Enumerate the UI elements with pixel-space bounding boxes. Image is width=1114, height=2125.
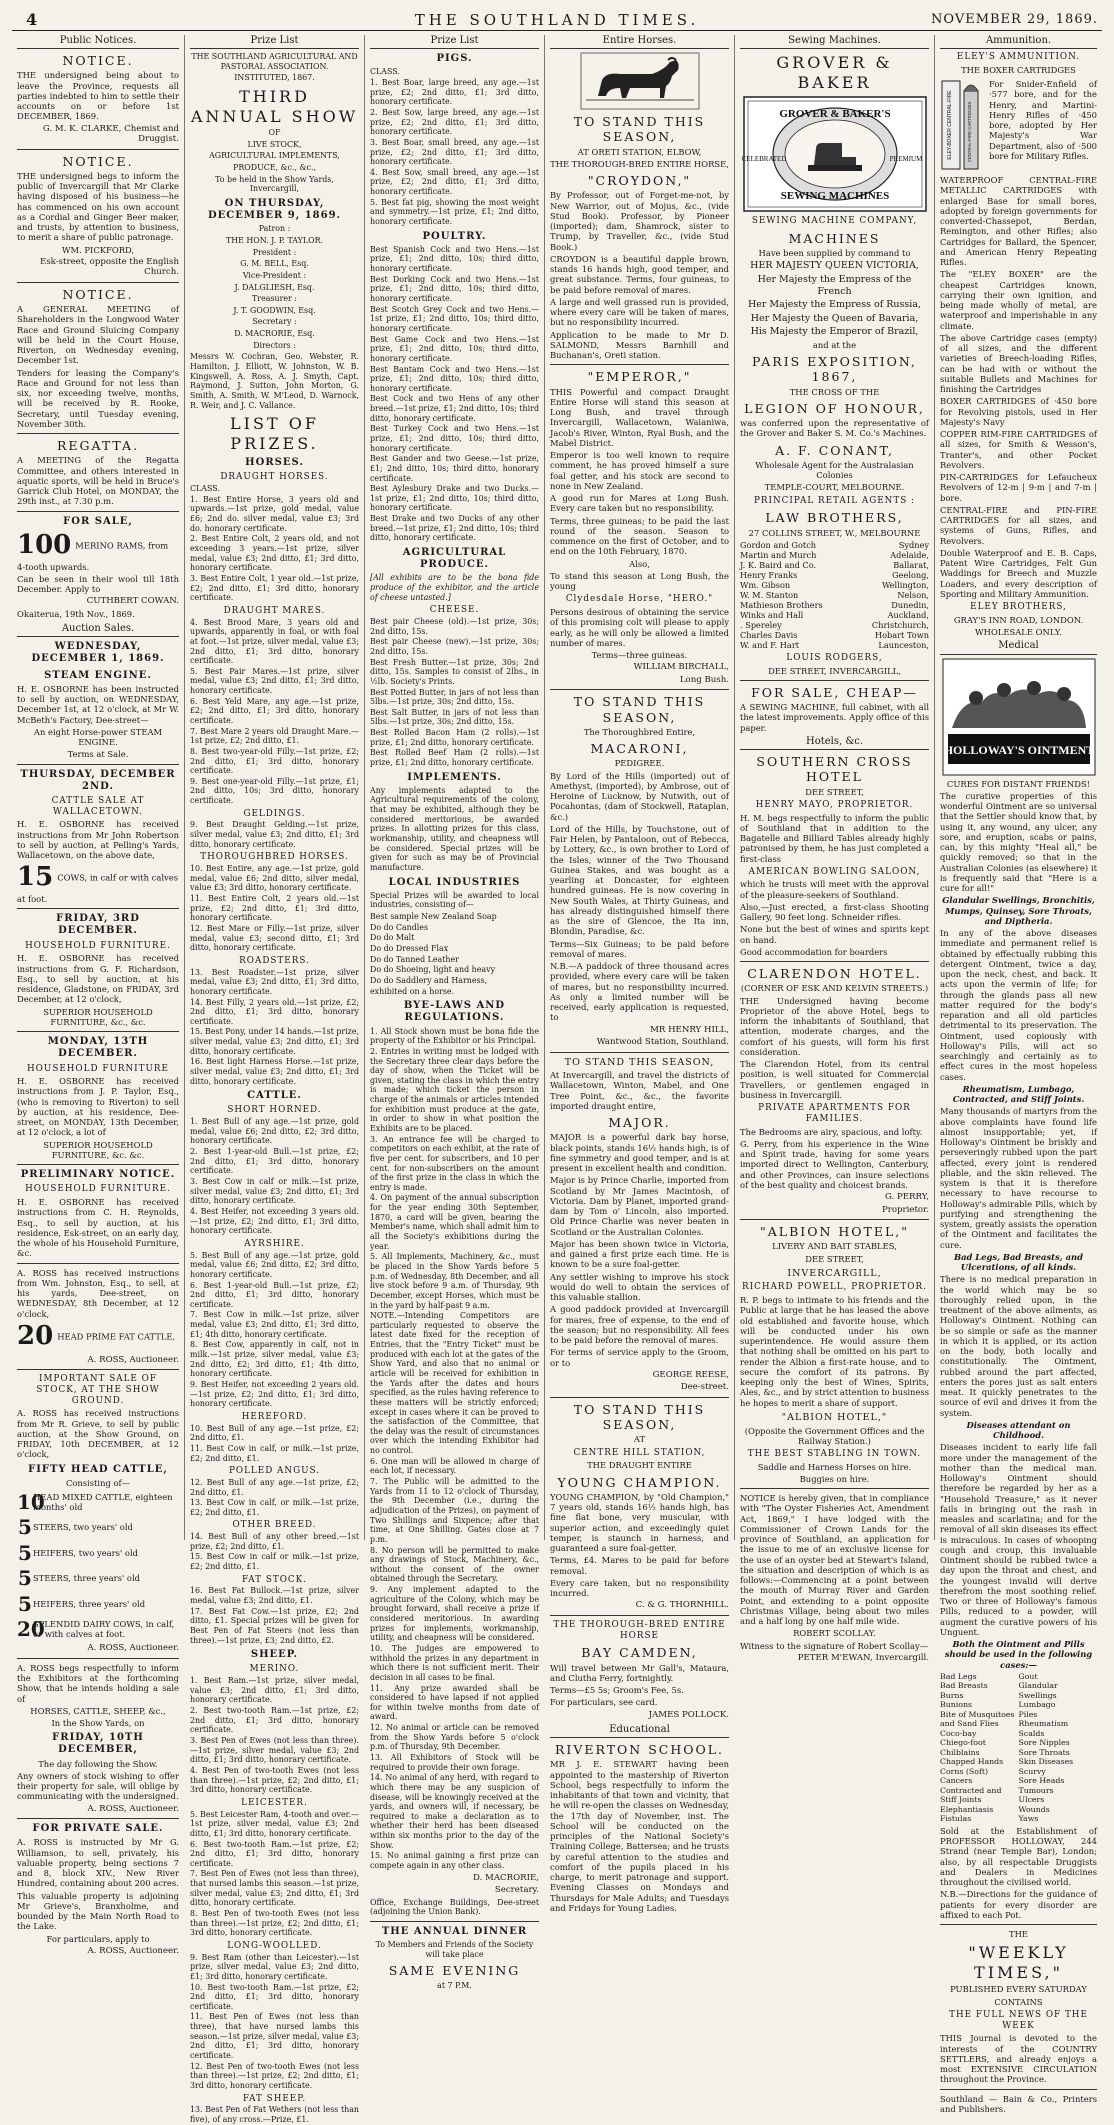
notice-heading: NOTICE.: [62, 153, 134, 169]
agent-place: Ballarat,: [893, 559, 929, 570]
list-item: 13. Best Roadster.—1st prize, silver medal, value £3; 2nd ditto, £1; 3rd ditto, honorary certificate.: [190, 967, 359, 996]
list-item: Best Scotch Grey Cock and two Hens.—1st prize, £1; 2nd ditto, 10s; third ditto, honorary certificate.: [370, 304, 539, 333]
list-item: 2. Entries in writing must be lodged with the Secretary three clear days before the day of show, when the Ticket will be given, stating the class in which the entry is made; which ticket the person in charge of the animals or articles intended for exhibition must produce at the gate, in order to show in what position the Exhibits are to be placed.: [370, 1046, 539, 1133]
badge-bottom-text: SEWING MACHINES: [780, 190, 889, 203]
ailment-item: Contracted and Stiff Joints: [940, 1785, 1002, 1805]
list-item: Do do Tanned Leather: [370, 954, 459, 964]
notice-text: Tenders for leasing the Company's Race and Ground for not less than six, nor exceeding twelve, months, will be received by R. Rooke, Secretary, until Tuesday evening, November 30th.: [17, 367, 179, 429]
list-item: Best Rolled Beef Ham (2 rolls).—1st prize, £1; 2nd ditto, honorary certificate.: [370, 748, 539, 768]
agent-row: [740, 640, 929, 650]
section-heading: Prize List: [190, 35, 359, 49]
agent-row: [740, 580, 929, 590]
list-item: 12. Best Mare or Filly.—1st prize, silver medal, value £3; second ditto, £1; 3rd ditto, honorary certificate.: [190, 923, 359, 953]
ailment-item: Cancers: [940, 1776, 973, 1786]
stock-description: HEAD MIXED CATTLE, eighteen months' old: [33, 1491, 173, 1513]
notice-text: A GENERAL MEETING of Shareholders in the Longwood Water Race and Ground Sluicing Company will be held in the Court House, Riverton, on Wednesday evening, December 1st.: [17, 304, 179, 366]
agent-row: [740, 550, 929, 560]
list-item: 16. Best light Harness Horse.—1st prize, silver medal, value £3; 2nd ditto, £1; 3rd ditto, honorary certificate.: [190, 1057, 359, 1086]
section-heading: Prize List: [370, 35, 539, 49]
stock-description: STEERS, three years' old: [33, 1573, 140, 1584]
list-item: Best Potted Butter, in jars of not less than 5lbs.—1st prize, 30s; 2nd ditto, 15s.: [370, 687, 539, 707]
stock-line: [17, 1592, 179, 1616]
list-item: 15. Best Cow in calf or milk.—1st prize, £2; 2nd ditto, £1.: [190, 1552, 359, 1572]
list-item: 14. No animal of any herd, with regard to which there may be any suspicion of disease, will be knowingly received at the yards, and owners will, if necessary, be required to make a declaration as to whether their herd has been diseased within six months prior to the day of the Show.: [370, 1773, 539, 1850]
list-item: Best pair Cheese (old).—1st prize, 30s; 2nd ditto, 15s.: [370, 617, 539, 636]
ailment-item: Scalds: [1018, 1728, 1045, 1738]
list-item: Best Cock and two Hens of any other breed.—1st prize, £1; 2nd ditto, 10s; third ditto, honorary certificate.: [370, 394, 539, 423]
section-heading: Hotels, &c.: [740, 736, 929, 750]
list-item: 1. Best Ram.—1st prize, silver medal, value £3; 2nd ditto, £1; 3rd ditto, honorary certificate.: [190, 1676, 359, 1705]
ailment-item: Sore Heads: [1018, 1776, 1065, 1786]
section-heading: Entire Horses.: [550, 35, 729, 49]
officer-line: President :: [252, 247, 297, 257]
quantity-number: 100: [17, 529, 72, 560]
agent-row: [740, 610, 929, 620]
badge-left-text: CELEBRATED: [741, 155, 786, 164]
list-item: Best Rolled Bacon Ham (2 rolls).—1st prize, £1; 2nd ditto, honorary certificate.: [370, 728, 539, 747]
list-item: Best Fresh Butter.—1st prize, 30s; 2nd ditto, 15s. Samples to consist of 2lbs., in ½lb. Society's Prints.: [370, 657, 539, 686]
agent-name: Charles Davis: [740, 629, 798, 640]
ailment-item: Rheumatism: [1018, 1719, 1069, 1729]
agent-name: Henry Franks: [740, 569, 798, 580]
list-item: 5. Best Bull of any age.—1st prize, gold medal, value £6; 2nd ditto, £2; 3rd ditto, honorary certificate.: [190, 1250, 359, 1279]
officer-line: D. MACRORIE, Esq.: [234, 329, 315, 339]
agent-name: Gordon and Gotch: [740, 539, 817, 550]
royal-patron: Her Majesty the Empress of Russia,: [747, 299, 922, 311]
list-item: 11. Any prize awarded shall be considered to have lapsed if not applied for within twelve months from date of award.: [370, 1683, 539, 1722]
officer-line: J. DALGLIESH, Esq.: [234, 282, 315, 292]
agent-row: [740, 590, 929, 600]
masthead: [12, 10, 1102, 31]
list-item: 13. Best Pen of Fat Wethers (not less than five), of any cross.—Prize, £1.: [190, 2105, 359, 2124]
list-item: 13. Best Cow in calf, or milk.—1st prize, £2; 2nd ditto, £1.: [190, 1498, 359, 1517]
column-prize-list-2: Prize List PIGS. CLASS. 1. Best Boar, large breed, any age.—1st prize, £2; 2nd ditto, £1; 3rd ditto, honorary certificate. 2. Best Sow, large breed, any age.—1st prize, £2; 2nd ditto, £1; 3rd ditto, honorary certificate. 3. Best Boar, small breed, any age.—1st prize, £2; 2nd ditto, £1; 3rd ditto, honorary certificate. 4. Best Sow, small breed, any age.—1st prize, £2; 2nd ditto, £1; 3rd ditto, honorary certificate. 5. Best fat pig, showing the most weight and symmetry.—1st prize, £1; 2nd ditto, honorary certificate. POULTRY. Best Spanish Cock and two Hens.—1st prize, £1; 2nd ditto, 10s; third ditto, honorary certificate. Best Dorking Cock and two Hens.—1st prize, £1; 2nd ditto, 10s; third ditto, honorary certificate. Best Scotch Grey Cock and two Hens.—1st prize, £1; 2nd ditto, 10s; third ditto, honorary certificate. Best Game Cock and two Hens.—1st prize, £1; 2nd ditto, 10s; third ditto, honorary certificate. Best Bantam Cock and two Hens.—1st prize, £1; 2nd ditto, 10s; third ditto, honorary certificate. Best Cock and two Hens of any other breed.—1st prize, £1; 2nd ditto, 10s; third ditto, honorary certificate. Best Turkey Cock and two Hens.—1st prize, £1; 2nd ditto, 10s; third ditto, honorary certificate. Best Gander and two Geese.—1st prize, £1; 2nd ditto, 10s; third ditto, honorary certificate. Best Aylesbury Drake and two Ducks.—1st prize, £1; 2nd ditto, 10s; third ditto, honorary certificate. Best Drake and two Ducks of any other breed.—1st prize, £1; 2nd ditto, 10s; third ditto, honorary certificate. AGRICULTURAL PRODUCE. [All exhibits are to be the bona fide produce of the exhibitor, and the article of cheese untasted.] CHEESE. Best pair Cheese (old).—1st prize, 30s; 2nd ditto, 15s. Best pair Cheese (new).—1st prize, 30s; 2nd ditto, 15s. Best Fresh Butter.—1st prize, 30s; 2nd ditto, 15s. Samples to consist of 2lbs., in ½lb. Society's Prints. Best Potted Butter, in jars of not less than 5lbs.—1st prize, 30s; 2nd ditto, 15s. Best Salt Butter, in jars of not less than 5lbs.—1st prize, 30s; 2nd ditto, 15s. Best Rolled Bacon Ham (2 rolls).—1st prize, £1; 2nd ditto, honorary certificate. Best Rolled Beef Ham (2 rolls).—1st prize, £1; 2nd ditto, honorary certificate. IMPLEMENTS. Any implements adapted to the Agricultural requirements of the colony, that may be exhibited, although they be considered meritorious, be awarded prizes. In allotting prizes for this class, workmanship, utility, and cheapness will be considered. Special prizes will be given for such as may be of Provincial manufacture. LOCAL INDUSTRIES Special Prizes will be awarded to local industries, consisting of— Best sample New Zealand Soap Do do Candles Do do Malt Do do Dressed Flax Do do Tanned Leather Do do Shoeing, light and heavy Do do Saddlery and Harness, exhibited on a horse. BYE-LAWS AND REGULATIONS. 1. All Stock shown must be bona fide the property of the Exhibitor or his Principal. 2. Entries in writing must be lodged with the Secretary three clear days before the day of show, when the Ticket will be given, stating the class in which the entry is made; which ticket the person in charge of the animals or articles intended for exhibition must produce at the gate, in order to show in what position the Exhibits are to be placed. 3. An entrance fee will be charged to competitors on each exhibit, at the rate of five per cent. for subscribers, and 10 per cent. for non-subscribers on the amount of the first prize in the class in which the entry is made. 4. On payment of the annual subscription for the year ending 30th September, 1870, a card will be given, bearing the Member's name, which shall admit him to all the Society's exhibitions during the year. 5. All Implements, Machinery, &c., must be placed in the Show Yards before 5 p.m. of Wednesday, 8th December, and all live stock before 9 a.m. of Thursday, 9th December, except Horses, which must be in the yard by half-past 9 a.m. NOTE.—Intending Competitors are particularly requested to observe the latest date fixed for the reception of Entries, that the "Entry Ticket" must be produced with each lot at the gates of the Show Yard, and also that no animal or article will be received for exhibition in the Yards after the dates and hours specified, as the rules having reference to these matters will be strictly enforced; except in cases where it can be proved to the satisfaction of the Committee, that the delay was the result of circumstances over which the intending Exhibitor had no control. 6. One man will be allowed in charge of each lot, if necessary. 7. The Public will be admitted to the Yards from 11 to 12 o'clock of Thursday, the 9th December (i.e., during the adjudication of the Prizes), on payment of Two Shillings and Sixpence; after that time, at One Shilling. Gates close at 7 p.m. 8. No person will be permitted to make any drawings of Stock, Machinery, &c., without the consent of the owner obtained through the Secretary. 9. Any implement adapted to the agriculture of the Colony, which may be brought forward, shall receive a prize if considered meritorious. In awarding prizes for implements, workmanship, utility, and cheapness will be considered. 10. The Judges are empowered to withhold the prizes in any department in which there is not sufficient merit. Their decision in all cases to be final. 11. Any prize awarded shall be considered to have lapsed if not applied for within twelve months from date of award. 12. No animal or article can be removed from the Show Yards before 5 o'clock p.m. of Thursday, 9th December. 13. All Exhibitors of Stock will be required to provide their own forage. 14. No animal of any herd, with regard to which there may be any suspicion of disease, will be knowingly received at the yards, and owners will, if necessary, be required to make a declaration as to whether their herd has been diseased within six months prior to the day of the Show. 15. No animal gaining a first prize can compete again in any other class. D. MACRORIE, Secretary. Office, Exchange Buildings, Dee-street (adjoining the Union Bank). THE ANNUAL DINNER To Members and Friends of the Society will take place SAME EVENING at 7 P.M.: [365, 35, 545, 1540]
ailment-item: Scurvy: [1018, 1766, 1046, 1776]
page-number: 4: [26, 10, 38, 29]
list-item: Best sample New Zealand Soap: [370, 912, 497, 922]
agent-name: Martin and Murch: [740, 549, 817, 560]
list-item: 6. Best 1-year-old Bull.—1st prize, £2; 2nd ditto, £1; 3rd ditto, honorary certificate.: [190, 1280, 359, 1309]
ointment-banner-text: HOLLOWAY'S OINTMENT: [943, 742, 1094, 757]
ailment-item: Skin Diseases: [1018, 1757, 1074, 1767]
list-item: Do do Malt: [370, 933, 415, 943]
list-item: 5. Best fat pig, showing the most weight and symmetry.—1st prize, £1; 2nd ditto, honorary certificate.: [370, 197, 539, 226]
list-item: 3. Best Entire Colt, 1 year old.—1st prize, £2; 2nd ditto, £1; 3rd ditto, honorary certificate.: [190, 573, 359, 603]
stock-count: 5: [18, 1540, 32, 1565]
ailment-item: Bad Breasts: [940, 1681, 988, 1691]
list-item: Do do Shoeing, light and heavy: [370, 965, 496, 975]
list-item: 4. Best Sow, small breed, any age.—1st prize, £2; 2nd ditto, £1; 3rd ditto, honorary certificate.: [370, 167, 539, 197]
agent-name: W. M. Stanton: [740, 589, 799, 600]
section-heading: Educational: [550, 1724, 729, 1738]
notice-text: THE undersigned begs to inform the public of Invercargill that Mr Clarke having disposed of his business—he has commenced on his own account as a Cordial and Ginger Beer maker, and trusts, by attention to business, to merit a share of public patronage.: [17, 170, 179, 243]
grover-baker-badge: [742, 95, 928, 213]
list-item: 12. Best Pen of two-tooth Ewes (not less than three).—1st prize, £2; 2nd ditto, £1; 3rd ditto, honorary certificate.: [190, 2061, 359, 2090]
notice-signature-address: Esk-street, opposite the English Church.: [39, 256, 179, 278]
list-item: 5. Best Pair Mares.—1st prize, silver medal, value £3; 2nd ditto, £1; 3rd ditto, honorary certificate.: [190, 666, 359, 696]
stock-description: STEERS, two years' old: [33, 1522, 133, 1533]
list-item: 15. Best Pony, under 14 hands.—1st prize, silver medal, value £3; 2nd ditto, £1; 3rd ditto, honorary certificate.: [190, 1027, 360, 1056]
list-item: 1. Best Bull of any age.—1st prize, gold medal, value £6; 2nd ditto, £2; 3rd ditto, honorary certificate.: [190, 1117, 359, 1146]
list-item: Best Salt Butter, in jars of not less than 5lbs.—1st prize, 30s; 2nd ditto, 15s.: [370, 707, 539, 727]
agent-name: J. K. Baird and Co.: [740, 559, 817, 570]
agent-name: Winks and Hall: [740, 609, 804, 620]
newspaper-title: THE SOUTHLAND TIMES.: [414, 11, 700, 29]
officers-list: [190, 224, 359, 350]
list-item: Best Turkey Cock and two Hens.—1st prize, £1; 2nd ditto, 10s; third ditto, honorary certificate.: [370, 424, 539, 453]
agent-place: Christchurch,: [871, 619, 929, 630]
list-item: 10. The Judges are empowered to withhold the prizes in any department in which there is not sufficient merit. Their decision in all cases to be final.: [370, 1643, 539, 1682]
list-item: 7. Best Mare 2 years old Draught Mare.—1st prize, £2; 2nd ditto, £1.: [190, 726, 359, 746]
section-heading: Sewing Machines.: [740, 35, 929, 49]
list-item: 9. Best one-year-old Filly.—1st prize, £1; 2nd ditto, 10s; 3rd ditto, honorary certificate.: [190, 776, 359, 806]
stock-list: [17, 1490, 179, 1641]
regatta-heading: REGATTA.: [56, 438, 140, 454]
section-heading: Medical: [940, 640, 1097, 654]
ailment-item: Corns (Soft): [940, 1766, 989, 1776]
agent-place: Launceston,: [878, 639, 929, 650]
agent-row: [740, 540, 929, 550]
list-item: 3. Best Pen of Ewes (not less than three).—1st prize, silver medal, value £3; 2nd ditto, £1; 3rd ditto, honorary certificate.: [190, 1736, 359, 1765]
agent-place: Wellington,: [881, 579, 929, 590]
list-item: 14. Best Filly, 2 years old.—1st prize, £2; 2nd ditto, £1; 3rd ditto, honorary certificate.: [190, 997, 359, 1026]
stock-count: 5: [18, 1566, 32, 1591]
list-item: 7. Best Pen of Ewes (not less than three), that nursed lambs this season.—1st prize, silver medal, value £3; 2nd ditto, £1; 3rd ditto, honorary certificate.: [190, 1869, 359, 1908]
issue-date: NOVEMBER 29, 1869.: [931, 12, 1098, 27]
show-title: THIRD ANNUAL SHOW: [190, 87, 359, 126]
list-item: 4. On payment of the annual subscription for the year ending 30th September, 1870, a card will be given, bearing the Member's name, which shall admit him to all the Society's exhibitions during the year.: [370, 1193, 539, 1251]
list-item: Best Dorking Cock and two Hens.—1st prize, £1; 2nd ditto, 10s; third ditto, honorary certificate.: [370, 274, 539, 304]
agent-name: Wm. Gibson: [740, 579, 791, 590]
list-item: 1. Best Entire Horse, 3 years old and upwards.—1st prize, gold medal, value £6; 2nd do. silver medal, value £3; 3rd do. honorary certificate.: [190, 494, 359, 533]
agent-row: [740, 560, 929, 570]
ailment-item: Yaws: [1018, 1814, 1039, 1824]
ailment-item: Sore Nipples: [1018, 1738, 1070, 1748]
box-label: ELEY-BOXER CENTRAL-FIRE: [947, 90, 953, 160]
section-heading: Public Notices.: [17, 35, 179, 49]
list-item: 3. Best Cow in calf or milk.—1st prize, silver medal, value £3; 2nd ditto, £1; 3rd ditto, honorary certificate.: [190, 1177, 359, 1206]
agent-row: [740, 620, 929, 630]
officer-line: THE HON. J. P. TAYLOR.: [225, 236, 324, 245]
notice-text: THE undersigned being about to leave the Province, requests all parties indebted to him to settle their accounts on or before 1st DECEMBER, 1869.: [17, 70, 179, 122]
list-item: Best Drake and two Ducks of any other breed.—1st prize, £1; 2nd ditto, 10s; third ditto, honorary certificate.: [370, 514, 539, 543]
list-item: 9. Best Draught Gelding.—1st prize, silver medal, value £3; 2nd ditto, £1; 3rd ditto, honorary certificate.: [190, 820, 359, 849]
ailment-item: Glandular Swellings: [1018, 1681, 1058, 1700]
list-item: Best Game Cock and two Hens.—1st prize, £1; 2nd ditto, 10s; third ditto, honorary certificate.: [370, 334, 539, 363]
column-sewing-machines: Sewing Machines. GROVER & BAKER GROVER & BAKER'S CELEBRATED PREMIUM SEWING MACHINES SEWING MACHINE COMPANY, MACHINES Have been supplied by command to HER MAJESTY QUEEN VICTORIA, Her Majesty the Empress of the French Her Majesty the Empress of Russia, Her Majesty the Queen of Bavaria, His Majesty the Emperor of Brazil, and at the PARIS EXPOSITION, 1867, THE CROSS OF THE LEGION OF HONOUR, was conferred upon the representative of the Grover and Baker S. M. Co.'s Machines. A. F. CONANT, Wholesale Agent for the Australasian Colonies TEMPLE-COURT, MELBOURNE. PRINCIPAL RETAIL AGENTS : LAW BROTHERS, 27 COLLINS STREET, W., MELBOURNE Gordon and Gotch Sydney Martin and Murch Adelaide, J. K. Baird and Co. Ballarat, Henry Franks Geelong, Wm. Gibson Wellington, W. M. Stanton Nelson, Mathieson Brothers Dunedin, Winks and Hall Auckland, . Spereley Christchurch, Charles Davis Hobart Town W. and F. Hart Launceston, LOUIS RODGERS, DEE STREET, INVERCARGILL, FOR SALE, CHEAP— A SEWING MACHINE, full cabinet, with all the latest improvements. Apply office of this paper. Hotels, &c. SOUTHERN CROSS HOTEL DEE STREET, HENRY MAYO, PROPRIETOR. H. M. begs respectfully to inform the public of Southland that in addition to the Bagatelle and Billiard Tables already highly patronised by them, he has just completed a first-class AMERICAN BOWLING SALOON, which he trusts will meet with the approval of the pleasure-seekers of Southland. Also,—Just erected, a first-class Shooting Gallery, 90 feet long. Schneider rifles. None but the best of wines and spirits kept on hand. Good accommodation for boarders CLARENDON HOTEL. (CORNER OF ESK AND KELVIN STREETS.) THE Undersigned having become Proprietor of the above Hotel, begs to inform the inhabitants of Southland, that attention, moderate charges, and the comfort of his guests, will form his first consideration. The Clarendon Hotel, from its central position, is well situated for Commercial Travellers, or gentlemen engaged in business in Invercargill. PRIVATE APARTMENTS FOR FAMILIES. The Bedrooms are airy, spacious, and lofty. G. Perry, from his experience in the Wine and Spirit trade, having for some years imported direct to Wellington, Canterbury, and other Provinces, can insure selections of the best quality and choicest brands. G. PERRY, Proprietor. "ALBION HOTEL," LIVERY AND BAIT STABLES, DEE STREET, INVERCARGILL, RICHARD POWELL, PROPRIETOR. R. P. begs to intimate to his friends and the Public at large that he has leased the above old established and favorite house, which will be conducted under his own superintendence. He would assure them that nothing shall be omitted on his part to render the Albion a first-rate house, and to secure the comfort of its patrons. By keeping only the best of Wines, Spirits, Ales, &c., and by strict attention to business he hopes to merit a share of support. "ALBION HOTEL," (Opposite the Government Offices and the Railway Station.) THE BEST STABLING IN TOWN. Saddle and Harness Horses on hire. Buggies on hire. NOTICE is hereby given, that in compliance with "The Oyster Fisheries Act, Amendment Act, 1869," I have lodged with the Commissioner of Crown Lands for the province of Southland, an application for the issue to me of an exclusive license for the use of an oyster bed at Stewart's Island, the situation and description of which is as follows:—Commencing at a point between the mouth of Murray River and Garden Point, and extending to a point opposite Christmas Village, being about two miles and a half long by one half mile wide. ROBERT SCOLLAY. Witness to the signature of Robert Scollay— PETER M'EWAN, Invercargill.: [735, 35, 935, 1540]
list-item: 10. Best Entire, any age.—1st prize, gold medal, value £6; 2nd ditto, silver medal, value £3; 3rd ditto, honorary certificate.: [190, 864, 359, 893]
ailment-item: Elephantiasis: [940, 1804, 994, 1814]
stock-count: 5: [18, 1591, 32, 1616]
badge-right-text: PREMIUM: [889, 155, 922, 164]
horse-illustration: [580, 52, 700, 110]
list-item: Best pair Cheese (new).—1st prize, 30s; 2nd ditto, 15s.: [370, 637, 539, 656]
royal-patron: HER MAJESTY QUEEN VICTORIA,: [750, 260, 919, 272]
stock-line: [17, 1515, 179, 1539]
list-item: 3. An entrance fee will be charged to competitors on each exhibit, at the rate of five per cent. for subscribers, and 10 per cent. for non-subscribers on the amount of the first prize in the class in which the entry is made.: [370, 1134, 539, 1192]
agents-list: [740, 540, 929, 650]
list-item: 7. Best Cow in milk.—1st prize, silver medal, value £3; 2nd ditto, £1; 3rd ditto, £1; 4th ditto, honorary certificate.: [190, 1310, 359, 1339]
sale-merino: 100 MERINO RAMS, from 4-tooth upwards.: [17, 529, 169, 572]
officer-line: Secretary :: [252, 317, 297, 327]
list-item: 15. No animal gaining a first prize can compete again in any other class.: [370, 1851, 539, 1871]
officer-line: Vice-President :: [242, 270, 307, 280]
list-item: 13. All Exhibitors of Stock will be required to provide their own forage.: [370, 1752, 539, 1772]
column-public-notices: Public Notices. NOTICE. THE undersigned being about to leave the Province, requests all parties indebted to him to settle their accounts on or before 1st DECEMBER, 1869. G. M. K. CLARKE, Chemist and Druggist. NOTICE. THE undersigned begs to inform the public of Invercargill that Mr Clarke having disposed of his business—he has commenced on his own account as a Cordial and Ginger Beer maker, and trusts, by attention to business, to merit a share of public patronage. WM. PICKFORD, Esk-street, opposite the English Church. NOTICE. A GENERAL MEETING of Shareholders in the Longwood Water Race and Ground Sluicing Company will be held in the Court House, Riverton, on Wednesday evening, December 1st. Tenders for leasing the Company's Race and Ground for not less than six, nor exceeding twelve, months, will be received by R. Rooke, Secretary, until Tuesday evening, November 30th. REGATTA. A MEETING of the Regatta Committee, and others interested in aquatic sports, will be held in Bruce's Garrick Club Hotel, on MONDAY, the 29th inst., at 7.30 p.m. FOR SALE, 100 MERINO RAMS, from 4-tooth upwards. Can be seen in their wool till 18th December. Apply to CUTHBERT COWAN. Okaiterua, 19th Nov., 1869. Auction Sales. WEDNESDAY, DECEMBER 1, 1869. STEAM ENGINE. H. E. OSBORNE has been instructed to sell by auction, on WEDNESDAY, December 1st, at 12 o'clock, at Mr W. McBeth's Factory, Dee-street— An eight Horse-power STEAM ENGINE. Terms at Sale. THURSDAY, DECEMBER 2ND. CATTLE SALE AT WALLACETOWN. H. E. OSBORNE has received instructions from Mr John Robertson to sell by auction, at Pelling's Yards, Wallacetown, on the above date, 15 COWS, in calf or with calves at foot. FRIDAY, 3RD DECEMBER. HOUSEHOLD FURNITURE. H. E. OSBORNE has received instructions from G. F. Richardson, Esq., to sell by auction, at his residence, Gladstone, on FRIDAY, 3rd December, at 12 o'clock, SUPERIOR HOUSEHOLD FURNITURE, &c., &c. MONDAY, 13TH DECEMBER. HOUSEHOLD FURNITURE H. E. OSBORNE has received instructions from J. P. Taylor, Esq., (who is removing to Riverton) to sell by auction, at his residence, Dee-street, on MONDAY, 13th December, at 12 o'clock, a lot of SUPERIOR HOUSEHOLD FURNITURE, &c. &c. PRELIMINARY NOTICE. HOUSEHOLD FURNITURE. H. E. OSBORNE has received instructions from C. H. Reynolds, Esq., to sell by auction, at his residence, Esk-street, on an early day, the whole of his Household Furniture, &c. A. ROSS has received instructions from Wm. Johnston, Esq., to sell, at his yards, Dee-street, on WEDNESDAY, 8th December, at 12 o'clock, 20 HEAD PRIME FAT CATTLE, A. ROSS, Auctioneer. IMPORTANT SALE OF STOCK, AT THE SHOW GROUND. A. ROSS has received instructions from Mr R. Grieve, to sell by public auction, at the Show Ground, on FRIDAY, 10th DECEMBER, at 12 o'clock, FIFTY HEAD CATTLE, Consisting of— 10 HEAD MIXED CATTLE, eighteen months' old 5 STEERS, two years' old 5 HEIFERS, two years' old 5 STEERS, three years' old 5 HEIFERS, three years' old 20 SPLENDID DAIRY COWS, in calf, or with calves at foot. A. ROSS, Auctioneer. A. ROSS begs respectfully to inform the Exhibitors at the forthcoming Show, that he intends holding a sale of HORSES, CATTLE, SHEEP, &c., In the Show Yards, on FRIDAY, 10TH DECEMBER, The day following the Show. Any owners of stock wishing to offer their property for sale, will oblige by communicating with the undersigned. A. ROSS, Auctioneer. FOR PRIVATE SALE. A. ROSS is instructed by Mr G. Williamson, to sell, privately, his valuable property, being sections 7 and 8, block XIV., New River Hundred, containing about 200 acres. This valuable property is adjoining Mr Grieve's, Branxholme, and bounded by the Main North Road to the Lake. For particulars, apply to A. ROSS, Auctioneer.: [12, 35, 185, 1540]
list-item: Do do Candles: [370, 922, 429, 932]
list-item: 4. Best Heifer, not exceeding 3 years old.—1st prize, £2; 2nd ditto, £1; 3rd ditto, honorary certificate.: [190, 1206, 359, 1236]
list-item: 14. Best Bull of any other breed.—1st prize, £2; 2nd ditto, £1.: [190, 1532, 359, 1551]
list-item: 2. Best Entire Colt, 2 years old, and not exceeding 3 years.—1st prize, silver medal, value £3; 2nd ditto, £1; 3rd ditto, honorary certificate.: [190, 534, 359, 573]
ailment-item: Chapped Hands: [940, 1757, 1004, 1767]
list-item: 1. Best Boar, large breed, any age.—1st prize, £2; 2nd ditto, £1; 3rd ditto, honorary certificate.: [370, 78, 539, 107]
sale-heading: FOR SALE,: [63, 515, 133, 527]
notice-heading: NOTICE.: [62, 286, 134, 302]
stock-count: 20: [17, 1616, 45, 1641]
agent-place: Geelong,: [892, 569, 929, 580]
stock-count: 10: [17, 1489, 45, 1514]
list-item: 11. Best Cow in calf, or milk.—1st prize, £2; 2nd ditto, £1.: [190, 1443, 359, 1463]
list-item: 5. All Implements, Machinery, &c., must be placed in the Show Yards before 5 p.m. of Wednesday, 8th December, and all live stock before 9 a.m. of Thursday, 9th December, except Horses, which must be in the yard by half-past 9 a.m.: [370, 1252, 539, 1310]
notice-heading: NOTICE.: [62, 53, 134, 69]
list-item: Best Spanish Cock and two Hens.—1st prize, £1; 2nd ditto, 10s; third ditto, honorary certificate.: [370, 244, 539, 274]
list-item: 6. Best two-tooth Ram.—1st prize, £2; 2nd ditto, £1; 3rd ditto, honorary certificate.: [190, 1839, 359, 1868]
badge-top-text: GROVER & BAKER'S: [778, 108, 891, 121]
list-item: 8. Best Cow, apparently in calf, not in milk.—1st prize, silver medal, value £3; 2nd ditto, £2; 3rd ditto, £1; 4th ditto, honorary certificate.: [190, 1340, 359, 1379]
list-item: 6. Best Yeld Mare, any age.—1st prize, £2; 2nd ditto, £1; 3rd ditto, honorary certificate.: [190, 696, 359, 725]
list-item: 16. Best Fat Bullock.—1st prize, silver medal, value £3; 2nd ditto, £1.: [190, 1586, 359, 1606]
ailment-item: Ulcers: [1018, 1795, 1045, 1805]
agent-place: Auckland,: [887, 609, 929, 620]
notice-signature: G. M. K. CLARKE, Chemist and Druggist.: [42, 123, 179, 145]
list-item: 5. Best Leicester Ram, 4-tooth and over.—1st prize, silver medal, value £3; 2nd ditto, £1; 3rd ditto, honorary certificate.: [190, 1809, 359, 1838]
agent-row: [740, 570, 929, 580]
list-item: 12. No animal or article can be removed from the Show Yards before 5 o'clock p.m. of Thursday, 9th December.: [370, 1723, 539, 1752]
list-item: 11. Best Pen of Ewes (not less than three), that have nursed lambs this season.—1st prize, silver medal, value £3; 2nd ditto, £1; 3rd ditto, honorary certificate.: [190, 2012, 359, 2061]
ailment-item: Wounds: [1018, 1804, 1050, 1814]
list-item: 8. Best Pen of two-tooth Ewes (not less than three).—1st prize, £2; 2nd ditto, £1; 3rd ditto, honorary certificate.: [190, 1908, 359, 1938]
stock-line: [17, 1617, 179, 1641]
agent-place: Nelson,: [897, 589, 929, 600]
list-item: 2. Best two-tooth Ram.—1st prize, £2; 2nd ditto, £1; 3rd ditto, honorary certificate.: [190, 1706, 359, 1735]
ailment-item: Burns: [940, 1690, 964, 1700]
list-item: 9. Best Ram (other than Leicester).—1st prize, silver medal, value £3; 2nd ditto, £1; 3rd ditto, honorary certificate.: [190, 1952, 359, 1981]
column-prize-list-1: Prize List THE SOUTHLAND AGRICULTURAL AND PASTORAL ASSOCIATION. INSTITUTED, 1867. THIRD ANNUAL SHOW OF LIVE STOCK, AGRICULTURAL IMPLEMENTS, PRODUCE, &c., &c., To be held in the Show Yards, Invercargill, ON THURSDAY, DECEMBER 9, 1869. Patron : THE HON. J. P. TAYLOR. President : G. M. BELL, Esq. Vice-President : J. DALGLIESH, Esq. Treasurer : J. T. GOODWIN, Esq. Secretary : D. MACRORIE, Esq. Directors : Messrs W. Cochran, Geo. Webster, R. Hamilton, J. Elliott, W. Johnston, W. B. Kingswell, A. Ross, A. J. Smyth, Capt. Raymond, J. Sutton, John Morton, G. Smith, A. Smith, W. M'Leod, D. Warnock, R. Weir, and J. C. Vallance. LIST OF PRIZES. HORSES. DRAUGHT HORSES. CLASS. 1. Best Entire Horse, 3 years old and upwards.—1st prize, gold medal, value £6; 2nd do. silver medal, value £3; 3rd do. honorary certificate. 2. Best Entire Colt, 2 years old, and not exceeding 3 years.—1st prize, silver medal, value £3; 2nd ditto, £1; 3rd ditto, honorary certificate. 3. Best Entire Colt, 1 year old.—1st prize, £2; 2nd ditto, £1; 3rd ditto, honorary certificate. DRAUGHT MARES. 4. Best Brood Mare, 3 years old and upwards, apparently in foal, or with foal at foot.—1st prize, silver medal, value £3; 2nd ditto, £1; 3rd ditto, honorary certificate. 5. Best Pair Mares.—1st prize, silver medal, value £3; 2nd ditto, £1; 3rd ditto, honorary certificate. 6. Best Yeld Mare, any age.—1st prize, £2; 2nd ditto, £1; 3rd ditto, honorary certificate. 7. Best Mare 2 years old Draught Mare.—1st prize, £2; 2nd ditto, £1. 8. Best two-year-old Filly.—1st prize, £2; 2nd ditto, £1; 3rd ditto, honorary certificate. 9. Best one-year-old Filly.—1st prize, £1; 2nd ditto, 10s; 3rd ditto, honorary certificate. GELDINGS. 9. Best Draught Gelding.—1st prize, silver medal, value £3; 2nd ditto, £1; 3rd ditto, honorary certificate. THOROUGHBRED HORSES. 10. Best Entire, any age.—1st prize, gold medal, value £6; 2nd ditto, silver medal, value £3; 3rd ditto, honorary certificate. 11. Best Entire Colt, 2 years old.—1st prize, £2; 2nd ditto, £1; 3rd ditto, honorary certificate. 12. Best Mare or Filly.—1st prize, silver medal, value £3; second ditto, £1; 3rd ditto, honorary certificate. ROADSTERS. 13. Best Roadster.—1st prize, silver medal, value £3; 2nd ditto, £1; 3rd ditto, honorary certificate. 14. Best Filly, 2 years old.—1st prize, £2; 2nd ditto, £1; 3rd ditto, honorary certificate. 15. Best Pony, under 14 hands.—1st prize, silver medal, value £3; 2nd ditto, £1; 3rd ditto, honorary certificate. 16. Best light Harness Horse.—1st prize, silver medal, value £3; 2nd ditto, £1; 3rd ditto, honorary certificate. CATTLE. SHORT HORNED. 1. Best Bull of any age.—1st prize, gold medal, value £6; 2nd ditto, £2; 3rd ditto, honorary certificate. 2. Best 1-year-old Bull.—1st prize, £2; 2nd ditto, £1; 3rd ditto, honorary certificate. 3. Best Cow in calf or milk.—1st prize, silver medal, value £3; 2nd ditto, £1; 3rd ditto, honorary certificate. 4. Best Heifer, not exceeding 3 years old.—1st prize, £2; 2nd ditto, £1; 3rd ditto, honorary certificate. AYRSHIRE. 5. Best Bull of any age.—1st prize, gold medal, value £6; 2nd ditto, £2; 3rd ditto, honorary certificate. 6. Best 1-year-old Bull.—1st prize, £2; 2nd ditto, £1; 3rd ditto, honorary certificate. 7. Best Cow in milk.—1st prize, silver medal, value £3; 2nd ditto, £1; 3rd ditto, £1; 4th ditto, honorary certificate. 8. Best Cow, apparently in calf, not in milk.—1st prize, silver medal, value £3; 2nd ditto, £2; 3rd ditto, £1; 4th ditto, honorary certificate. 9. Best Heifer, not exceeding 2 years old.—1st prize, £2; 2nd ditto, £1; 3rd ditto, honorary certificate. HEREFORD. 10. Best Bull of any age.—1st prize, £2; 2nd ditto, £1. 11. Best Cow in calf, or milk.—1st prize, £2; 2nd ditto, £1. POLLED ANGUS. 12. Best Bull of any age.—1st prize, £2; 2nd ditto, £1. 13. Best Cow in calf, or milk.—1st prize, £2; 2nd ditto, £1. OTHER BREED. 14. Best Bull of any other breed.—1st prize, £2; 2nd ditto, £1. 15. Best Cow in calf or milk.—1st prize, £2; 2nd ditto, £1. FAT STOCK. 16. Best Fat Bullock.—1st prize, silver medal, value £3; 2nd ditto, £1. 17. Best Fat Cow.—1st prize, £2; 2nd ditto, £1. Special prizes will be given for Best Pen of Fat Steers (not less than three).—1st prize, £3; 2nd ditto, £2. SHEEP. MERINO. 1. Best Ram.—1st prize, silver medal, value £3; 2nd ditto, £1; 3rd ditto, honorary certificate. 2. Best two-tooth Ram.—1st prize, £2; 2nd ditto, £1; 3rd ditto, honorary certificate. 3. Best Pen of Ewes (not less than three).—1st prize, silver medal, value £3; 2nd ditto, £1; 3rd ditto, honorary certificate. 4. Best Pen of two-tooth Ewes (not less than three).—1st prize, £2; 2nd ditto, £1; 3rd ditto, honorary certificate. LEICESTER. 5. Best Leicester Ram, 4-tooth and over.—1st prize, silver medal, value £3; 2nd ditto, £1; 3rd ditto, honorary certificate. 6. Best two-tooth Ram.—1st prize, £2; 2nd ditto, £1; 3rd ditto, honorary certificate. 7. Best Pen of Ewes (not less than three), that nursed lambs this season.—1st prize, silver medal, value £3; 2nd ditto, £1; 3rd ditto, honorary certificate. 8. Best Pen of two-tooth Ewes (not less than three).—1st prize, £2; 2nd ditto, £1; 3rd ditto, honorary certificate. LONG-WOOLLED. 9. Best Ram (other than Leicester).—1st prize, silver medal, value £3; 2nd ditto, £1; 3rd ditto, honorary certificate. 10. Best two-tooth Ram.—1st prize, £2; 2nd ditto, £1; 3rd ditto, honorary certificate. 11. Best Pen of Ewes (not less than three), that have nursed lambs this season.—1st prize, silver medal, value £3; 2nd ditto, £1; 3rd ditto, honorary certificate. 12. Best Pen of two-tooth Ewes (not less than three).—1st prize, £2; 2nd ditto, £1; 3rd ditto, honorary certificate. FAT SHEEP. 13. Best Pen of Fat Wethers (not less than five), of any cross.—Prize, £1.: [185, 35, 365, 1540]
ailment-item: Sore Throats: [1018, 1747, 1070, 1757]
column-ammunition-medical: Ammunition. ELEY'S AMMUNITION. THE BOXER CARTRIDGES ELEY-BOXER CENTRAL-FIRE CENTRAL-FIRE CARTRIDGES For Snider-Enfield of ·577 bore, and for the Henry, and Martini-Henry Rifles of ·450 bore, adopted by Her Majesty's War Department, also of ·500 bore for Military Rifles. WATERPROOF CENTRAL-FIRE METALLIC CARTRIDGES with enlarged Base for small bores, adopted by foreign governments for converted-Chassepot, Berdan, Remington, and other Rifles; also Cartridges for Ballard, the Spencer, and American Henry Repeating Rifles. The "ELEY BOXER" are the cheapest Cartridges known, carrying their own ignition, and being made wholly of metal, are waterproof and imperishable in any climate. The above Cartridge cases (empty) of all sizes, and the different varieties of Breech-loading Rifles, can be had with or without the suitable Bullets and Machines for finishing the Cartridges BOXER CARTRIDGES of ·450 bore for Revolving pistols, used in Her Majesty's Navy COPPER RIM-FIRE CARTRIDGES of all sizes, for Smith & Wesson's, Tranter's, and other Pocket Revolvers. PIN-CARTRIDGES for Lefaucheux Revolvers of 12-m | 9-m | and 7-m | bore. CENTRAL-FIRE and PIN-FIRE CARTRIDGES for all sizes, and systems of Guns, Rifles, and Revolvers. Double Waterproof and E. B. Caps, Patent Wire Cartridges, Felt Gun Waddings for Breech and Muzzle Loaders, and every description of Sporting and Military Ammunition. ELEY BROTHERS, GRAY'S INN ROAD, LONDON. WHOLESALE ONLY. Medical HOLLOWAY'S OINTMENT CURES FOR DISTANT FRIENDS! The curative properties of this wonderful Ointment are so universal that the Settler should know that, by using it, any wound, any ulcer, any sore, and eruption, scabs or pains, can, by this mighty "Heal all," be quickly removed; so that in the Australian Colonies (as elsewhere) it is frequently said that "Here is a cure for all!" Glandular Swellings, Bronchitis, Mumps, Quinsey, Sore Throats, and Diptheria. In any of the above diseases immediate and permanent relief is obtained by effectually rubbing this detergent Ointment, twice a day, upon the neck, chest, and back. It acts upon the vermin of life; for through the glands pass all new matter required for the body's reparation and all old particles detrimental to its preservation. The Ointment, used copiously with Holloway's Pills, will act so searchingly and certainly as to effect cures in the most hopeless cases. Rheumatism, Lumbago, Contracted, and Stiff Joints. Many thousands of martyrs from the above complaints have found life almost insupportable; yet, if Holloway's Ointment be briskly and perseveringly rubbed upon the part affected, every joint is rendered pliable, and the skin relieved. The system is that it is therefore necessary to have recourse to Holloway's admirable Pills, which by purifying and strengthening the system, greatly assists the operation of the Ointment and facilitates the cure. Bad Legs, Bad Breasts, and Ulcerations, of all kinds. There is no medical preparation in the world which may be so thoroughly relied upon, in the treatment of the above ailments, as Holloway's Ointment. Nothing can be so simple or safe as the manner in which it is applied, or its action on the body, both locally and constitutionally. The Ointment, rubbed around the part affected, enters the pores just as salt enters meat. It quickly penetrates to the source of evil and drives it from the system. Diseases attendant on Childhood. Diseases incident to early life fall more under the management of the mother than the medical man. Holloway's Ointment should therefore be regarded by her as a "Household Treasure," as it never fails in bringing out the rash in measles and scarlatina; and for the removal of all skin diseases its effect is miraculous. In cases of whooping cough and croup, this invaluable Ointment should be rubbed twice a day upon the throat and chest, and the youngest invalid will derive therefrom the most soothing relief. Two or three of Holloway's famous Pills, reduced to a powder, will augment the curative powers of his Unguent. Both the Ointment and Pills should be used in the following cases:— Bad Legs Bad Breasts Burns Bunions Bite of Musquitoes and Sand Flies Coco-bay Chiego-foot Chilblains Chapped Hands Corns (Soft) Cancers Contracted and Stiff Joints Elephantiasis Fistulas Gout Glandular Swellings Lumbago Piles Rheumatism Scalds Sore Nipples Sore Throats Skin Diseases Scurvy Sore Heads Tumours Ulcers Wounds Yaws Sold at the Establishment of PROFESSOR HOLLOWAY, 244 Strand (near Temple Bar), London; also, by all respectable Druggists and Dealers in Medicines throughout the civilised world. N.B.—Directions for the guidance of patients for every disorder are affixed to each Pot. THE "WEEKLY TIMES," PUBLISHED EVERY SATURDAY CONTAINS THE FULL NEWS OF THE WEEK THIS Journal is devoted to the interests of the COUNTRY SETTLERS, and already enjoys a most EXTENSIVE CIRCULATION throughout the Province. Southland — Bain & Co., Printers and Publishers.: [940, 35, 1097, 2114]
stock-line: [17, 1490, 179, 1514]
stock-line: [17, 1541, 179, 1565]
officer-line: G. M. BELL, Esq.: [240, 259, 309, 269]
list-item: 7. The Public will be admitted to the Yards from 11 to 12 o'clock of Thursday, the 9th December (i.e., during the adjudication of the Prizes), on payment of Two Shillings and Sixpence; after that time, at One Shilling. Gates close at 7 p.m.: [370, 1477, 539, 1544]
royal-patron: His Majesty the Emperor of Brazil,: [750, 326, 919, 338]
list-item: 2. Best Sow, large breed, any age.—1st prize, £2; 2nd ditto, £1; 3rd ditto, honorary certificate.: [370, 107, 539, 137]
agent-name: . Spereley: [740, 619, 782, 630]
ailment-item: Bunions: [940, 1700, 972, 1710]
stock-line: [17, 1566, 179, 1590]
list-item: 10. Best two-tooth Ram.—1st prize, £2; 2nd ditto, £1; 3rd ditto, honorary certificate.: [190, 1982, 359, 2011]
ailment-item: Fistulas: [940, 1814, 972, 1824]
officer-line: J. T. GOODWIN, Esq.: [233, 305, 316, 315]
royal-patrons-list: [740, 260, 929, 337]
list-item: Do do Dressed Flax: [370, 944, 449, 953]
section-heading: Ammunition.: [940, 35, 1097, 49]
cartridge-label: CENTRAL-FIRE CARTRIDGES: [967, 101, 972, 163]
list-item: 17. Best Fat Cow.—1st prize, £2; 2nd ditto, £1. Special prizes will be given for Best Pen of Fat Steers (not less than three).—1st prize, £3; 2nd ditto, £2.: [190, 1606, 359, 1645]
list-item: NOTE.—Intending Competitors are particularly requested to observe the latest date fixed for the reception of Entries, that the "Entry Ticket" must be produced with each lot at the gates of the Show Yard, and also that no animal or article will be received for exhibition in the Yards after the dates and hours specified, as the rules having reference to these matters will be strictly enforced; except in cases where it can be proved to the satisfaction of the Committee, that the delay was the result of circumstances over which the intending Exhibitor had no control.: [370, 1311, 539, 1456]
holloway-illustration: [942, 658, 1096, 776]
list-item: 8. Best two-year-old Filly.—1st prize, £2; 2nd ditto, £1; 3rd ditto, honorary certificate.: [190, 746, 359, 776]
agent-name: Mathieson Brothers: [740, 599, 823, 610]
ailments-table: [940, 1672, 1097, 1824]
ailment-item: Bad Legs: [940, 1671, 977, 1681]
officer-line: Directors :: [253, 340, 296, 350]
agent-place: Dunedin,: [891, 599, 929, 610]
section-heading: Auction Sales.: [17, 623, 179, 637]
list-item: 8. No person will be permitted to make any drawings of Stock, Machinery, &c., without the consent of the owner obtained through the Secretary.: [370, 1545, 539, 1584]
ailment-item: Chilblains: [940, 1747, 980, 1757]
list-item: 12. Best Bull of any age.—1st prize, £2; 2nd ditto, £1.: [190, 1477, 359, 1497]
stock-count: 5: [18, 1515, 32, 1540]
officer-line: Treasurer :: [252, 294, 297, 304]
ailment-item: Piles: [1018, 1709, 1038, 1719]
stock-description: HEIFERS, two years' old: [33, 1547, 138, 1558]
list-item: 4. Best Pen of two-tooth Ewes (not less than three).—1st prize, £2; 2nd ditto, £1; 3rd ditto, honorary certificate.: [190, 1765, 359, 1795]
list-item: 4. Best Brood Mare, 3 years old and upwards, apparently in foal, or with foal at foot.—1st prize, silver medal, value £3; 2nd ditto, £1; 3rd ditto, honorary certificate.: [190, 617, 359, 666]
agent-name: W. and F. Hart: [740, 639, 800, 650]
list-item: Best Aylesbury Drake and two Ducks.—1st prize, £1; 2nd ditto, 10s; third ditto, honorary certificate.: [370, 484, 539, 513]
agent-row: [740, 600, 929, 610]
list-item: 10. Best Bull of any age.—1st prize, £2; 2nd ditto, £1.: [190, 1423, 359, 1443]
list-item: 9. Any implement adapted to the agriculture of the Colony, which may be brought forward, shall receive a prize if considered meritorious. In awarding prizes for implements, workmanship, utility, and cheapness will be considered.: [370, 1585, 539, 1643]
list-item: 11. Best Entire Colt, 2 years old.—1st prize, £2; 2nd ditto, £1; 3rd ditto, honorary certificate.: [190, 894, 359, 923]
notice-signature: WM. PICKFORD,: [61, 244, 135, 255]
grover-baker-title: GROVER & BAKER: [776, 53, 893, 92]
stock-description: SPLENDID DAIRY COWS, in calf, or with calves at foot.: [33, 1618, 175, 1640]
ailment-item: Lumbago: [1018, 1700, 1056, 1710]
list-item: 9. Best Heifer, not exceeding 2 years old.—1st prize, £2; 2nd ditto, £1; 3rd ditto, honorary certificate.: [190, 1379, 359, 1409]
royal-patron: Her Majesty the Queen of Bavaria,: [750, 312, 919, 324]
agent-place: Sydney: [898, 539, 929, 550]
officer-line: Patron :: [258, 224, 291, 234]
agent-row: [740, 630, 929, 640]
list-item: 2. Best 1-year-old Bull.—1st prize, £2; 2nd ditto, £1; 3rd ditto, honorary certificate.: [190, 1147, 359, 1176]
list-item: 1. All Stock shown must be bona fide the property of the Exhibitor or his Principal.: [370, 1026, 539, 1046]
cartridge-box-illustration: [940, 77, 986, 173]
ailment-item: Gout: [1018, 1671, 1038, 1681]
ailment-item: Coco-bay: [940, 1728, 977, 1738]
column-entire-horses: Entire Horses. TO STAND THIS SEASON, AT ORETI STATION, ELBOW, THE THOROUGH-BRED ENTIRE HORSE, "CROYDON," By Professor, out of Forget-me-not, by New Warrior, out of Mojus, &c., (vide Stud Book). Professor, by Pioneer (imported); dam, Shamrock, sister to Trump, by Traveller, &c., (vide Stud Book.) CROYDON is a beautiful dapple brown, stands 16 hands high, good temper, and great substance. Terms, four guineas, to be paid before removal of mares. A large and well grassed run is provided, where every care will be taken of mares, but no responsibility incurred. Application to be made to Mr D. SALMOND, Messrs Barnhill and Buchanan's, Oreti station. "EMPEROR," THIS Powerful and compact Draught Entire Horse will stand this season at Long Bush, and travel through Invercargill, Wallacetown, Waianiwa, Jacob's River, Winton, Ryal Bush, and the Mabel District. Emperor is too well known to require comment, he has proved himself a sure foal getter, and his stock are second to none in New Zealand. A good run for Mares at Long Bush. Every care taken but no responsibility. Terms, three guineas; to be paid the last round of the season. Season to commence on the first of October, and to end on the 10th February, 1870. Also, To stand this season at Long Bush, the young Clydesdale Horse, "HERO." Persons desirous of obtaining the service of this promising colt will please to apply early, as he will only be allowed a limited number of mares. Terms—three guineas. WILLIAM BIRCHALL, Long Bush. TO STAND THIS SEASON, The Thoroughbred Entire, MACARONI, PEDIGREE. By Lord of the Hills (imported) out of Amethyst, (imported), by Ambrose, out of Heroine of Lucknow, by Nutwith, out of Pocahontas, (dam of Stockwell, Rataplan, &c.) Lord of the Hills, by Touchstone, out of Fair Helen, by Pantaloon, out of Rebecca, by Lottery, &c., is own brother to Lord of the Isles, winner of the Two Thousand Guinea Stakes, and was bought as a yearling at Doncaster, for eighteen hundred guineas. He is now covering in New South Wales, at Thirty Guineas, and has already distinguished himself there as the sire of Glencoe, the Ita inn, Blondin, Paradise, &c. Terms—Six Guineas; to be paid before removal of mares. N.B.—A paddock of three thousand acres provided, where every care will be taken of mares, but no responsibility incurred. As only a limited number will be received, early application is requested, to MR HENRY HILL, Wantwood Station, Southland. TO STAND THIS SEASON, At Invercargill, and travel the districts of Wallacetown, Winton, Mabel, and One Tree Point, &c., &c., the favorite imported draught entire, MAJOR. MAJOR is a powerful dark bay horse, black points, stands 16½ hands high, is of fine symmetry and good temper, and is at present in excellent health and condition. Major is by Prince Charlie, imported from Scotland by Mr James Macintosh, of Victoria. Dam by Planet, imported grand-dam by Tom o' Lincoln, also imported. Old Prince Charlie was never beaten in Scotland or the Australian Colonies. Major has been shown twice in Victoria, and gained a first prize each time. He is known to be a sure foal-getter. Any settler wishing to improve his stock would do well to obtain the services of this valuable stallion. A good paddock provided at Invercargill for mares, free of expense, to the end of the season; but no responsibility. All fees to be paid before the removal of mares. For terms of service apply to the Groom, or to GEORGE REESE, Dee-street. TO STAND THIS SEASON, AT CENTRE HILL STATION, THE DRAUGHT ENTIRE YOUNG CHAMPION. YOUNG CHAMPION, by "Old Champion," 7 years old, stands 16½ hands high, has fine flat bone, very muscular, with superior action, and exceedingly quiet temper, is staunch in harness, and guaranteed a sure foal-getter. Terms, £4. Mares to be paid for before removal. Every care taken, but no responsibility incurred. C. & G. THORNHILL. THE THOROUGH-BRED ENTIRE HORSE BAY CAMDEN, Will travel between Mr Gall's, Mataura, and Clutha Ferry, fortnightly. Terms—£5 5s; Groom's Fee, 5s. For particulars, see card. JAMES POLLOCK. Educational RIVERTON SCHOOL. MR J. E. STEWART having been appointed to the mastership of Riverton School, begs respectfully to inform the inhabitants of that town and vicinity, that he will re-open the classes on Wednesday, the 17th day of November, inst. The School will be conducted on the principles of the National Society's Training College, Battersea; and he trusts by careful attention to the studies and comfort of the pupils placed in his charge, to merit patronage and support. Evening Classes on Mondays and Thursdays for Male Adults; and Tuesdays and Fridays for Young Ladies.: [545, 35, 735, 1540]
prize-list-title: LIST OF PRIZES.: [230, 414, 319, 453]
list-item: Best Gander and two Geese.—1st prize, £1; 2nd ditto, 10s; third ditto, honorary certificate.: [370, 454, 539, 483]
list-item: Best Bantam Cock and two Hens.—1st prize, £1; 2nd ditto, 10s; third ditto, honorary certificate.: [370, 364, 539, 393]
ailment-item: Bite of Musquitoes and Sand Flies: [940, 1709, 1015, 1729]
regatta-text: A MEETING of the Regatta Committee, and others interested in aquatic sports, will be held in Bruce's Garrick Club Hotel, on MONDAY, the 29th inst., at 7.30 p.m.: [17, 455, 179, 507]
agent-place: Hobart Town: [874, 629, 929, 640]
stock-description: HEIFERS, three years' old: [33, 1598, 146, 1609]
weekly-times-title: "WEEKLY TIMES,": [968, 1943, 1069, 1982]
list-item: 6. One man will be allowed in charge of each lot, if necessary.: [370, 1456, 539, 1476]
agent-place: Adelaide,: [890, 549, 929, 560]
ailment-item: Chiego-foot: [940, 1738, 986, 1748]
ailment-item: Tumours: [1018, 1785, 1054, 1795]
royal-patron: Her Majesty the Empress of the French: [757, 274, 912, 297]
list-item: 3. Best Boar, small breed, any age.—1st prize, £2; 2nd ditto, £1; 3rd ditto, honorary certificate.: [370, 137, 539, 167]
list-item: Do do Saddlery and Harness,: [370, 975, 488, 985]
